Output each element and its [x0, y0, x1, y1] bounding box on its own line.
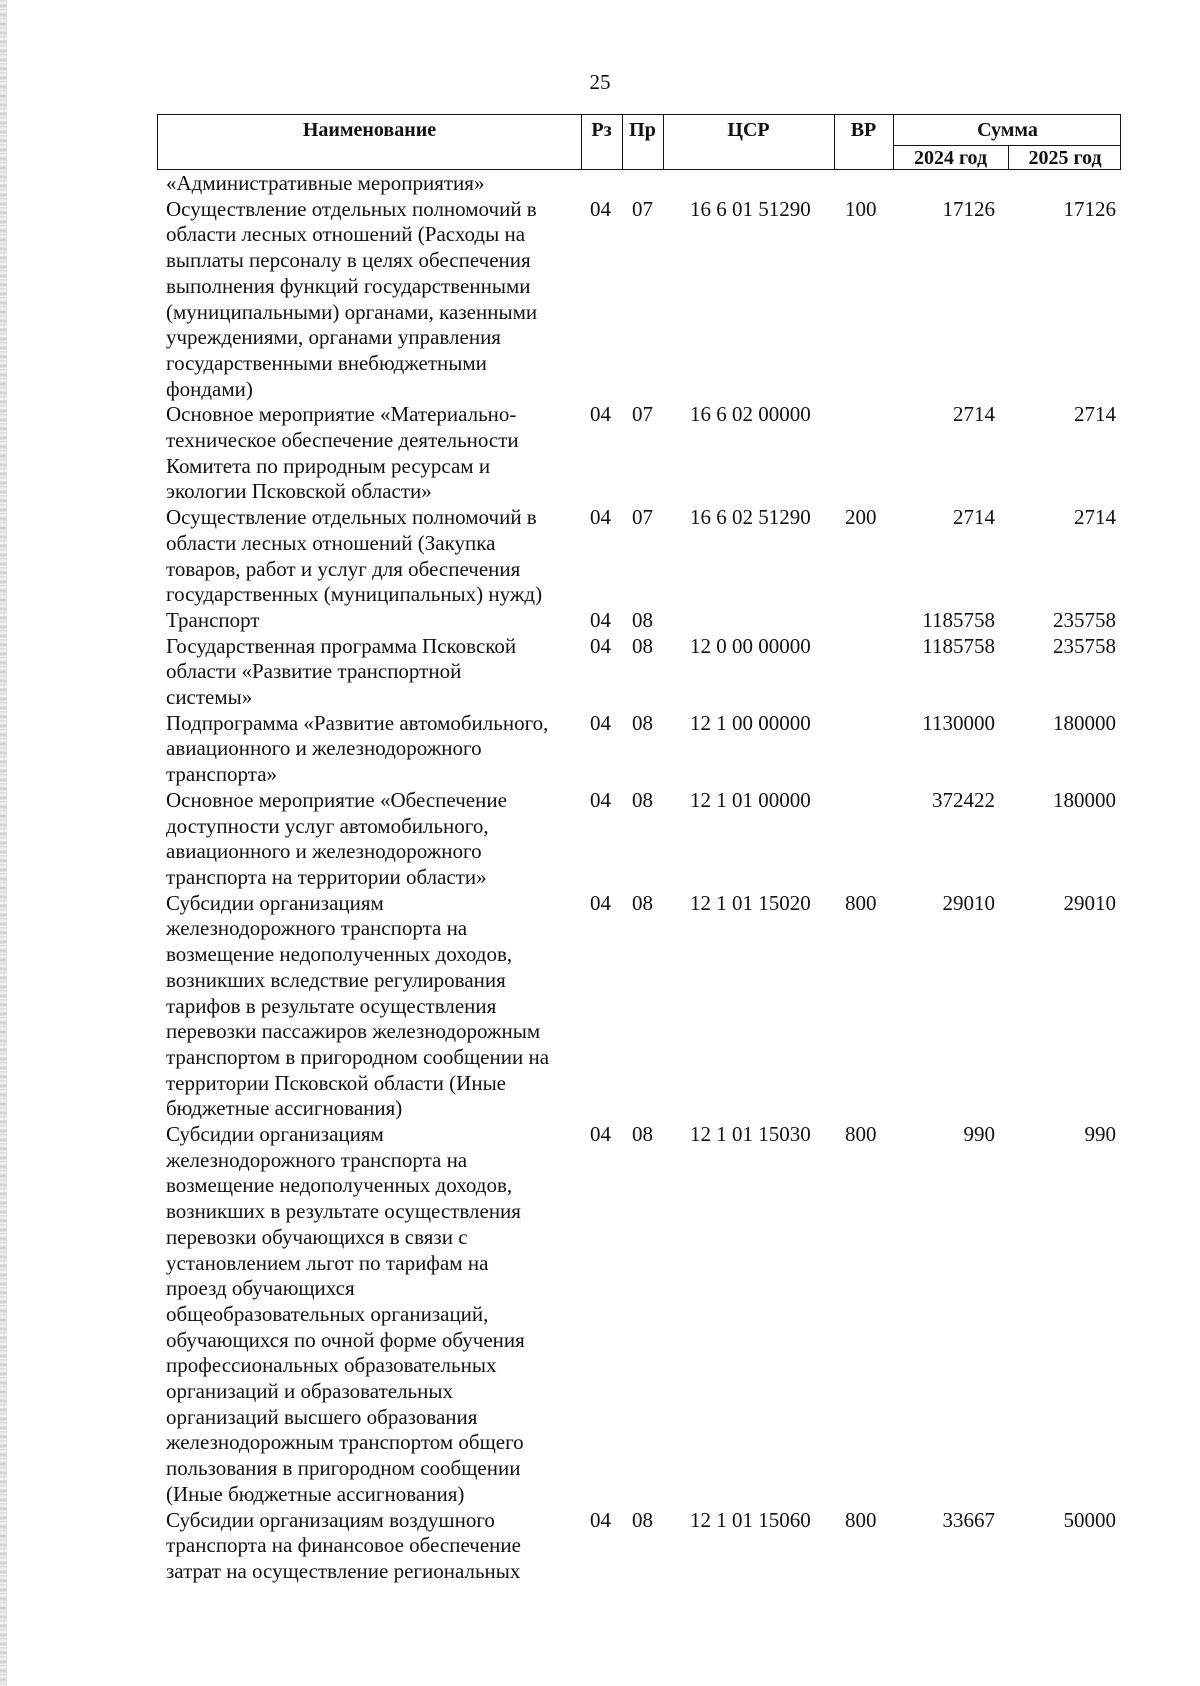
row-name — [166, 505, 576, 608]
row-name-line: бюджетные ассигнования) — [166, 1096, 403, 1121]
row-name-line: системы» — [166, 685, 253, 710]
row-pr: 07 — [632, 402, 653, 427]
row-name-line: возникших в результате осуществления — [166, 1199, 521, 1224]
row-csr: 12 1 01 15030 — [690, 1122, 811, 1147]
row-csr: 12 1 01 15060 — [690, 1507, 811, 1532]
row-sum-2024: 372422 — [932, 787, 995, 812]
table-body — [0, 171, 1200, 1585]
row-vr: 800 — [845, 890, 877, 915]
table-row — [0, 1508, 1200, 1585]
row-name-line: Подпрограмма «Развитие автомобильного, — [166, 710, 549, 735]
row-name-line: области лесных отношений (Расходы на — [166, 222, 526, 247]
row-sum-2025: 180000 — [1053, 710, 1116, 735]
row-name-line: Комитета по природным ресурсам и — [166, 453, 491, 478]
header-rz: Рз — [591, 119, 612, 141]
row-name-line: экологии Псковской области» — [166, 479, 432, 504]
row-name-line: организаций высшего образования — [166, 1404, 478, 1429]
row-sum-2025: 2714 — [1074, 402, 1116, 427]
row-sum-2025: 235758 — [1053, 633, 1116, 658]
row-name — [166, 197, 576, 403]
row-name-line: авиационного и железнодорожного — [166, 839, 482, 864]
row-rz: 04 — [590, 196, 611, 221]
row-sum-2025: 180000 — [1053, 787, 1116, 812]
row-sum-2024: 1185758 — [922, 633, 995, 658]
row-name — [166, 171, 576, 197]
header-pr: Пр — [629, 119, 656, 141]
table-row — [0, 711, 1200, 788]
table-row — [0, 171, 1200, 197]
row-pr: 07 — [632, 196, 653, 221]
row-csr: 12 1 01 00000 — [690, 787, 811, 812]
row-name-line: затрат на осуществление региональных — [166, 1558, 521, 1583]
row-sum-2025: 235758 — [1053, 607, 1116, 632]
row-name — [166, 891, 576, 1122]
row-csr: 12 1 00 00000 — [690, 710, 811, 735]
row-name-line: тарифов в результате осуществления — [166, 993, 497, 1018]
row-name-line: установлением льгот по тарифам на — [166, 1250, 489, 1275]
row-name-line: (Иные бюджетные ассигнования) — [166, 1481, 465, 1506]
table-row — [0, 1122, 1200, 1508]
header-sum: Сумма — [977, 119, 1038, 141]
row-pr: 08 — [632, 633, 653, 658]
table-row — [0, 608, 1200, 634]
row-csr: 16 6 02 00000 — [690, 402, 811, 427]
row-name-line: Осуществление отдельных полномочий в — [166, 196, 537, 221]
row-sum-2024: 990 — [963, 1122, 995, 1147]
row-pr: 08 — [632, 787, 653, 812]
row-csr: 12 0 00 00000 — [690, 633, 811, 658]
row-rz: 04 — [590, 787, 611, 812]
header-year-2024: 2024 год — [913, 147, 988, 169]
row-name — [166, 402, 576, 505]
row-rz: 04 — [590, 890, 611, 915]
row-name-line: государственных (муниципальных) нужд) — [166, 582, 543, 607]
header-vr: ВР — [850, 119, 877, 141]
row-pr: 07 — [632, 505, 653, 530]
row-sum-2024: 1185758 — [922, 607, 995, 632]
row-sum-2024: 29010 — [942, 890, 995, 915]
row-rz: 04 — [590, 1507, 611, 1532]
row-vr: 800 — [845, 1507, 877, 1532]
row-name-line: выполнения функций государственными — [166, 273, 531, 298]
row-rz: 04 — [590, 710, 611, 735]
row-sum-2024: 2714 — [953, 402, 995, 427]
row-rz: 04 — [590, 633, 611, 658]
row-name-line: учреждениями, органами управления — [166, 325, 501, 350]
row-name — [166, 634, 576, 711]
row-sum-2025: 2714 — [1074, 505, 1116, 530]
row-name-line: фондами) — [166, 376, 253, 401]
row-name-line: области лесных отношений (Закупка — [166, 530, 496, 555]
row-name-line: Государственная программа Псковской — [166, 633, 517, 658]
header-year-2025: 2025 год — [1028, 147, 1102, 169]
row-name-line: транспорта на территории области» — [166, 864, 487, 889]
row-name-line: транспорта на финансовое обеспечение — [166, 1533, 521, 1558]
row-name — [166, 608, 576, 634]
row-name-line: железнодорожным транспортом общего — [166, 1430, 524, 1455]
row-vr: 100 — [845, 196, 877, 221]
row-sum-2024: 1130000 — [922, 710, 995, 735]
row-sum-2024: 33667 — [942, 1507, 995, 1532]
row-name — [166, 711, 576, 788]
row-name-line: перевозки пассажиров железнодорожным — [166, 1019, 541, 1044]
row-name-line: «Административные мероприятия» — [166, 171, 485, 195]
row-csr: 16 6 02 51290 — [690, 505, 811, 530]
page-number: 25 — [589, 70, 611, 94]
row-sum-2024: 2714 — [953, 505, 995, 530]
row-sum-2025: 990 — [1084, 1122, 1116, 1147]
row-name-line: железнодорожного транспорта на — [166, 916, 468, 941]
row-name-line: доступности услуг автомобильного, — [166, 813, 489, 838]
row-name-line: Основное мероприятие «Материально- — [166, 402, 517, 427]
row-sum-2025: 29010 — [1063, 890, 1116, 915]
row-rz: 04 — [590, 1122, 611, 1147]
row-name — [166, 788, 576, 891]
header-csr: ЦСР — [727, 119, 770, 141]
row-name-line: возмещение недополученных доходов, — [166, 942, 513, 967]
row-sum-2025: 17126 — [1063, 196, 1116, 221]
row-name-line: железнодорожного транспорта на — [166, 1147, 468, 1172]
row-name-line: перевозки обучающихся в связи с — [166, 1224, 468, 1249]
row-sum-2025: 50000 — [1063, 1507, 1116, 1532]
table-row — [0, 788, 1200, 891]
table-row — [0, 505, 1200, 608]
row-name-line: возмещение недополученных доходов, — [166, 1173, 513, 1198]
row-name-line: организаций и образовательных — [166, 1379, 453, 1404]
row-name-line: выплаты персоналу в целях обеспечения — [166, 248, 531, 273]
row-pr: 08 — [632, 607, 653, 632]
row-pr: 08 — [632, 1122, 653, 1147]
table-row — [0, 402, 1200, 505]
row-name-line: обучающихся по очной форме обучения — [166, 1327, 525, 1352]
row-name-line: транспорта» — [166, 762, 278, 787]
row-name-line: (муниципальными) органами, казенными — [166, 299, 538, 324]
row-name-line: Субсидии организациям — [166, 890, 384, 915]
row-name-line: пользования в пригородном сообщении — [166, 1456, 521, 1481]
row-csr: 12 1 01 15020 — [690, 890, 811, 915]
header-subdivider — [893, 145, 1120, 146]
header-name: Наименование — [302, 119, 437, 141]
row-name-line: товаров, работ и услуг для обеспечения — [166, 556, 521, 581]
row-rz: 04 — [590, 402, 611, 427]
table-row — [0, 634, 1200, 711]
row-name-line: Транспорт — [166, 607, 260, 632]
row-name-line: техническое обеспечение деятельности — [166, 428, 519, 453]
row-name-line: территории Псковской области (Иные — [166, 1070, 506, 1095]
row-name-line: Осуществление отдельных полномочий в — [166, 505, 537, 530]
row-sum-2024: 17126 — [942, 196, 995, 221]
table-header — [157, 114, 1121, 170]
row-name-line: возникших вследствие регулирования — [166, 967, 506, 992]
row-csr: 16 6 01 51290 — [690, 196, 811, 221]
row-name-line: проезд обучающихся — [166, 1276, 355, 1301]
row-name-line: области «Развитие транспортной — [166, 659, 462, 684]
row-name-line: профессиональных образовательных — [166, 1353, 497, 1378]
row-pr: 08 — [632, 1507, 653, 1532]
row-name-line: Основное мероприятие «Обеспечение — [166, 787, 507, 812]
row-pr: 08 — [632, 710, 653, 735]
table-row — [0, 197, 1200, 403]
row-rz: 04 — [590, 607, 611, 632]
row-name-line: транспортом в пригородном сообщении на — [166, 1044, 550, 1069]
row-name — [166, 1122, 576, 1508]
row-name-line: Субсидии организациям — [166, 1122, 384, 1147]
row-name — [166, 1508, 576, 1585]
row-name-line: общеобразовательных организаций, — [166, 1301, 489, 1326]
table-row — [0, 891, 1200, 1122]
row-pr: 08 — [632, 890, 653, 915]
row-name-line: государственными внебюджетными — [166, 350, 487, 375]
row-vr: 800 — [845, 1122, 877, 1147]
row-vr: 200 — [845, 505, 877, 530]
row-name-line: Субсидии организациям воздушного — [166, 1507, 495, 1532]
row-name-line: авиационного и железнодорожного — [166, 736, 482, 761]
row-rz: 04 — [590, 505, 611, 530]
